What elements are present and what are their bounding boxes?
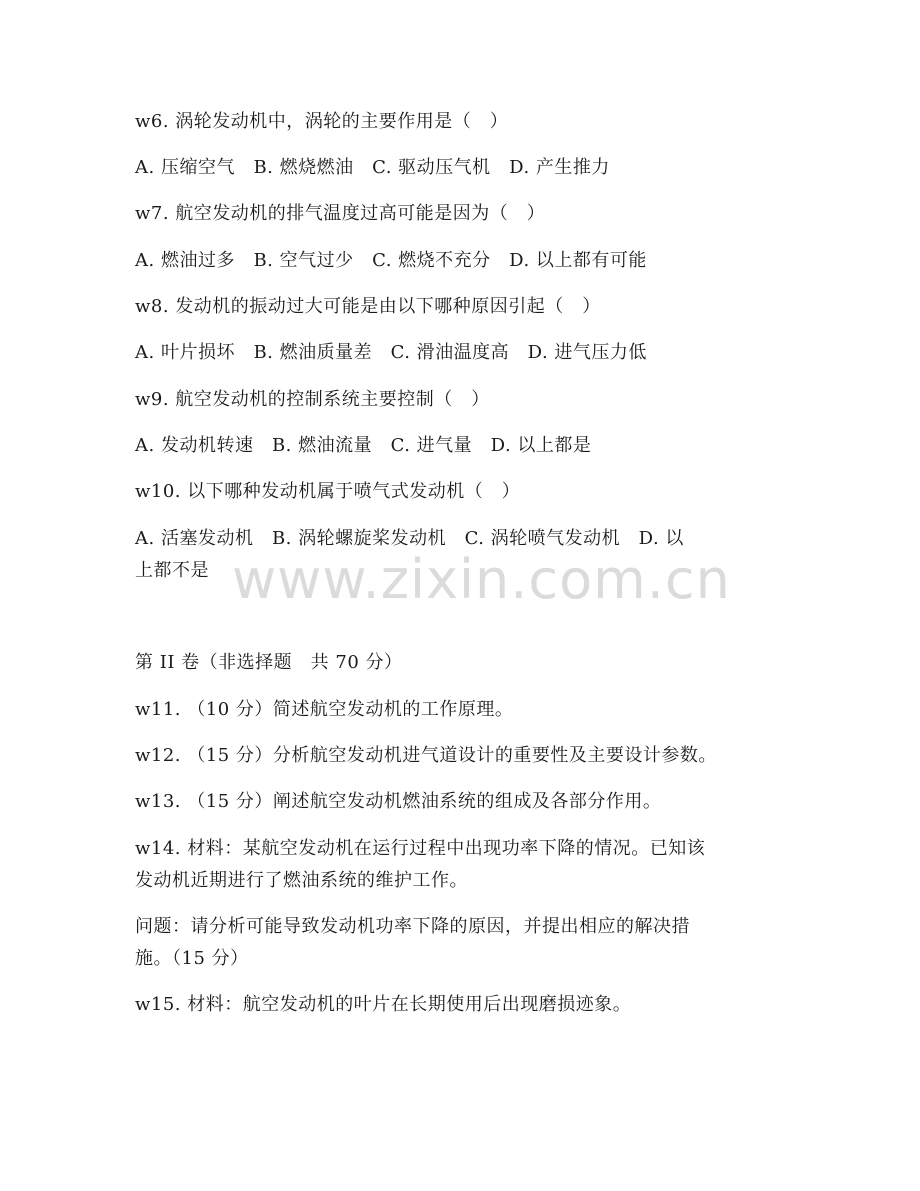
question-8-options: A. 叶片损坏 B. 燃油质量差 C. 滑油温度高 D. 进气压力低: [135, 342, 647, 363]
question-10-options-line2: 上都不是: [135, 560, 209, 581]
question-14-ask-line2: 施。（15 分）: [135, 948, 249, 969]
question-10-stem: w10. 以下哪种发动机属于喷气式发动机（ ）: [135, 481, 521, 502]
question-6-options: A. 压缩空气 B. 燃烧燃油 C. 驱动压气机 D. 产生推力: [135, 157, 610, 178]
question-14-ask-line1: 问题：请分析可能导致发动机功率下降的原因，并提出相应的解决措: [135, 916, 690, 937]
question-14-material-line1: w14. 材料：某航空发动机在运行过程中出现功率下降的情况。已知该: [135, 838, 706, 859]
question-7-options: A. 燃油过多 B. 空气过少 C. 燃烧不充分 D. 以上都有可能: [135, 250, 647, 271]
question-6-stem: w6. 涡轮发动机中，涡轮的主要作用是（ ）: [135, 111, 509, 132]
watermark-text: www.zixin.com.cn: [232, 548, 731, 611]
question-13: w13. （15 分）阐述航空发动机燃油系统的组成及各部分作用。: [135, 791, 662, 812]
question-8-stem: w8. 发动机的振动过大可能是由以下哪种原因引起（ ）: [135, 296, 601, 317]
section-2-title: 第 II 卷（非选择题 共 70 分）: [135, 652, 403, 673]
question-12: w12. （15 分）分析航空发动机进气道设计的重要性及主要设计参数。: [135, 745, 717, 766]
question-9-stem: w9. 航空发动机的控制系统主要控制（ ）: [135, 389, 490, 410]
question-7-stem: w7. 航空发动机的排气温度过高可能是因为（ ）: [135, 203, 546, 224]
question-9-options: A. 发动机转速 B. 燃油流量 C. 进气量 D. 以上都是: [135, 435, 592, 456]
question-15: w15. 材料：航空发动机的叶片在长期使用后出现磨损迹象。: [135, 994, 632, 1015]
question-10-options-line1: A. 活塞发动机 B. 涡轮螺旋桨发动机 C. 涡轮喷气发动机 D. 以: [135, 528, 684, 549]
question-14-material-line2: 发动机近期进行了燃油系统的维护工作。: [135, 870, 468, 891]
question-11: w11. （10 分）简述航空发动机的工作原理。: [135, 699, 514, 720]
